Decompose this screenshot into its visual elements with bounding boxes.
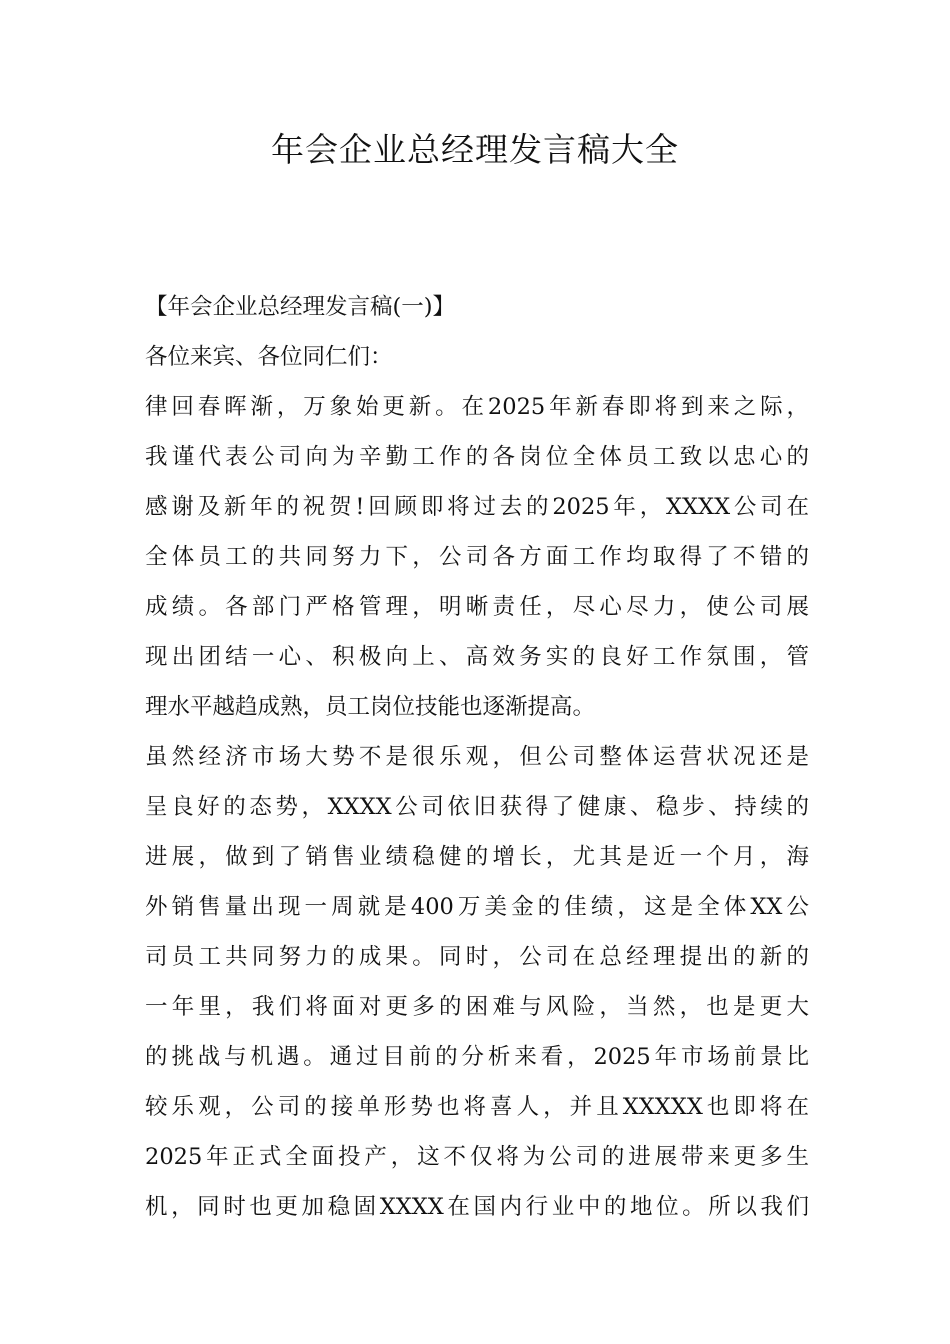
document-title: 年会企业总经理发言稿大全 [271,130,679,169]
body-line: 理水平越趋成熟，员工岗位技能也逐渐提高。 [145,694,596,720]
body-line: 律回春晖渐，万象始更新。在2025年新春即将到来之际， [145,394,809,420]
body-line: 机，同时也更加稳固XXXX在国内行业中的地位。所以我们 [145,1194,809,1220]
body-line: 现出团结一心、积极向上、高效务实的良好工作氛围，管 [145,644,809,670]
body-line: 感谢及新年的祝贺!回顾即将过去的2025年，XXXX公司在 [145,494,809,520]
body-line: 的挑战与机遇。通过目前的分析来看，2025年市场前景比 [145,1044,809,1070]
body-line: 司员工共同努力的成果。同时，公司在总经理提出的新的 [145,944,809,970]
body-line: 全体员工的共同努力下，公司各方面工作均取得了不错的 [145,544,809,570]
body-line: 较乐观，公司的接单形势也将喜人，并且XXXXX也即将在 [145,1094,809,1120]
salutation-line: 各位来宾、各位同仁们： [145,344,393,370]
body-line: 我谨代表公司向为辛勤工作的各岗位全体员工致以忠心的 [145,444,809,470]
body-line: 进展，做到了销售业绩稳健的增长，尤其是近一个月，海 [145,844,809,870]
body-line: 呈良好的态势，XXXX公司依旧获得了健康、稳步、持续的 [145,794,809,820]
body-line: 成绩。各部门严格管理，明晰责任，尽心尽力，使公司展 [145,594,809,620]
body-line: 外销售量出现一周就是400万美金的佳绩，这是全体XX公 [145,894,809,920]
document-body [145,282,809,1232]
body-line: 虽然经济市场大势不是很乐观，但公司整体运营状况还是 [145,744,809,770]
body-line: 2025年正式全面投产，这不仅将为公司的进展带来更多生 [145,1144,809,1170]
body-line: 一年里，我们将面对更多的困难与风险，当然，也是更大 [145,994,809,1020]
section-heading: 【年会企业总经理发言稿(一)】 [145,294,456,320]
